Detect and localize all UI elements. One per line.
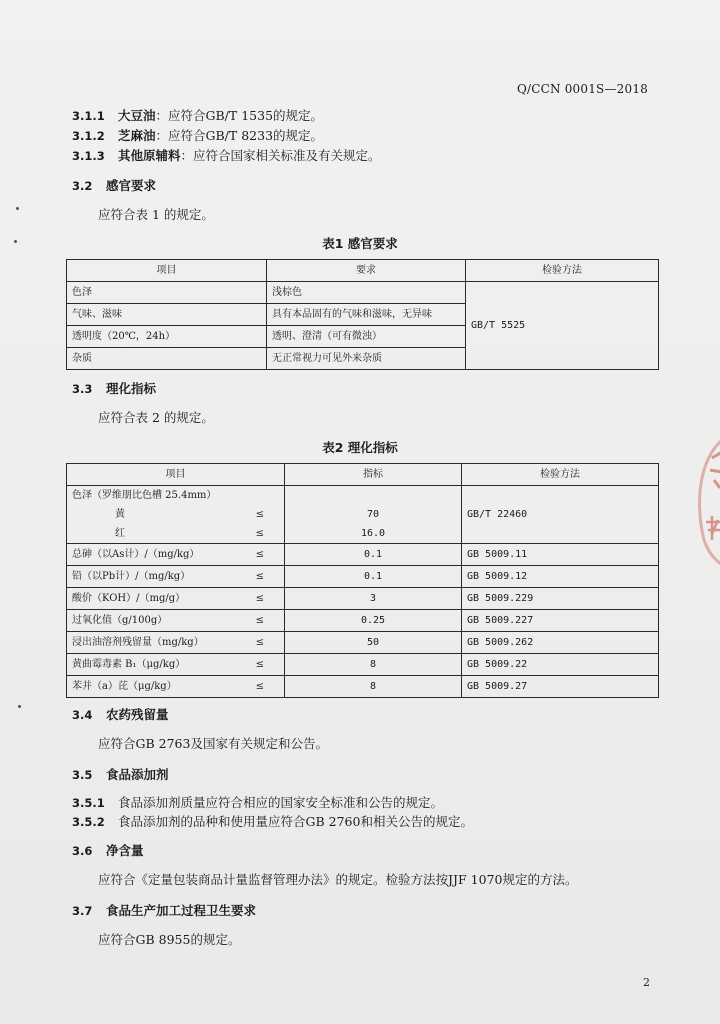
table-row: [67, 544, 659, 566]
section-text: ：应符合GB/T 1535的规定。: [155, 108, 324, 123]
cell-method: GB 5009.229: [462, 588, 659, 610]
section-3-4-text: 应符合GB 2763及国家有关规定和公告。: [98, 736, 328, 751]
value-red: 16.0: [360, 528, 386, 539]
le-sign: ≤: [255, 592, 264, 604]
cell-requirement: 浅棕色: [267, 282, 466, 304]
cell-item: 酸价（KOH）/（mg/g）: [72, 592, 186, 604]
section-3-5-heading: [72, 765, 169, 783]
table1-caption: 表1 感官要求: [322, 236, 398, 251]
cell-method: GB 5009.22: [462, 654, 659, 676]
cell-method: GB 5009.262: [462, 632, 659, 654]
cell-method: GB 5009.227: [462, 610, 659, 632]
section-number: 3.3: [72, 382, 93, 396]
scan-speck: [18, 705, 21, 708]
table2-caption: 表2 理化指标: [322, 440, 398, 455]
cell-item: 过氧化值（g/100g）: [72, 614, 168, 626]
section-text: ：应符合国家相关标准及有关规定。: [180, 148, 381, 163]
cell-requirement: 具有本品固有的气味和滋味，无异味: [267, 304, 466, 326]
section-title: 芝麻油: [118, 128, 156, 143]
cell-index: 8: [285, 654, 462, 676]
table2-physicochemical: [66, 463, 659, 698]
cell-index: 3: [285, 588, 462, 610]
section-3-2-text: 应符合表 1 的规定。: [98, 207, 214, 222]
cell-requirement: 无正常视力可见外来杂质: [267, 348, 466, 370]
le-sign: ≤: [255, 614, 264, 626]
section-3-1-3: [72, 146, 381, 164]
section-number: 3.2: [72, 179, 93, 193]
section-text: 食品添加剂质量应符合相应的国家安全标准和公告的规定。: [118, 795, 444, 810]
cell-item: 铅（以Pb计）/（mg/kg）: [72, 570, 191, 582]
cell-item: 杂质: [67, 348, 267, 370]
header-method: 检验方法: [462, 464, 659, 486]
section-3-5-2: [72, 812, 473, 830]
section-3-5-1: [72, 793, 443, 811]
section-title: 净含量: [106, 843, 144, 858]
cell-method: GB/T 22460: [462, 486, 659, 544]
header-requirement: 要求: [267, 260, 466, 282]
cell-method: GB 5009.12: [462, 566, 659, 588]
section-3-7-heading: [72, 901, 256, 919]
section-title: 感官要求: [106, 178, 157, 193]
scan-speck: [14, 240, 17, 243]
section-number: 3.5.2: [72, 815, 105, 829]
cell-index: 8: [285, 676, 462, 698]
cell-item: 气味、滋味: [67, 304, 267, 326]
scan-speck: [16, 207, 19, 210]
cell-method: GB 5009.27: [462, 676, 659, 698]
section-title: 食品添加剂: [106, 767, 169, 782]
cell-item: 透明度（20℃，24h）: [67, 326, 267, 348]
section-3-6-text: 应符合《定量包装商品计量监督管理办法》的规定。检验方法按JJF 1070规定的方法。: [98, 872, 578, 887]
section-3-2-heading: [72, 176, 156, 194]
table-row: [67, 676, 659, 698]
section-number: 3.7: [72, 904, 93, 918]
cell-method: GB 5009.11: [462, 544, 659, 566]
section-number: 3.6: [72, 844, 93, 858]
table-row: [67, 588, 659, 610]
table-row: [67, 566, 659, 588]
section-title: 农药残留量: [106, 707, 169, 722]
seal-stamp-icon: [690, 430, 720, 570]
section-title: 理化指标: [106, 381, 157, 396]
le-sign: ≤: [255, 636, 264, 648]
page-number: 2: [643, 976, 650, 989]
cell-item: 总砷（以As计）/（mg/kg）: [72, 548, 200, 560]
le-sign: ≤: [255, 658, 264, 670]
doc-code: Q/CCN 0001S—2018: [516, 82, 648, 96]
section-number: 3.1.2: [72, 129, 105, 143]
table-header-row: [67, 464, 659, 486]
section-3-4-heading: [72, 705, 169, 723]
table-header-row: [67, 260, 659, 282]
le-sign: ≤: [255, 680, 264, 692]
cell-index: [285, 486, 462, 544]
section-number: 3.1.1: [72, 109, 105, 123]
section-number: 3.4: [72, 708, 93, 722]
section-title: 食品生产加工过程卫生要求: [106, 903, 257, 918]
cell-index: 0.25: [285, 610, 462, 632]
section-3-1-1: [72, 106, 323, 124]
cell-item: 浸出油溶剂残留量（mg/kg）: [72, 636, 204, 648]
cell-method: GB/T 5525: [466, 282, 659, 370]
section-title: 其他原辅料: [118, 148, 181, 163]
cell-index: 0.1: [285, 544, 462, 566]
cell-item: 黄曲霉毒素 B₁（μg/kg）: [72, 658, 186, 670]
table-row: [67, 632, 659, 654]
table-row: [67, 610, 659, 632]
section-title: 大豆油: [118, 108, 156, 123]
header-item: 项目: [67, 260, 267, 282]
section-number: 3.5: [72, 768, 93, 782]
section-number: 3.1.3: [72, 149, 105, 163]
cell-item: 色泽: [67, 282, 267, 304]
section-text: 食品添加剂的品种和使用量应符合GB 2760和相关公告的规定。: [118, 814, 473, 829]
color-sub-yellow: 黄 ≤: [115, 509, 264, 520]
section-number: 3.5.1: [72, 796, 105, 810]
seal-stamp: [690, 430, 720, 570]
cell-item: [67, 486, 285, 544]
color-sub-red: 红 ≤: [115, 528, 264, 539]
section-3-7-text: 应符合GB 8955的规定。: [98, 932, 241, 947]
cell-requirement: 透明、澄清（可有微浊）: [267, 326, 466, 348]
cell-index: 50: [285, 632, 462, 654]
cell-index: 0.1: [285, 566, 462, 588]
section-3-3-heading: [72, 379, 156, 397]
section-3-3-text: 应符合表 2 的规定。: [98, 410, 214, 425]
cell-item: 苯并（a）芘（μg/kg）: [72, 680, 177, 692]
section-text: ：应符合GB/T 8233的规定。: [155, 128, 324, 143]
table-row: [67, 282, 659, 304]
table-row-color: [67, 486, 659, 544]
header-index: 指标: [285, 464, 462, 486]
table1-sensory: [66, 259, 659, 370]
le-sign: ≤: [255, 570, 264, 582]
le-sign: ≤: [255, 548, 264, 560]
table-row: [67, 654, 659, 676]
value-yellow: 70: [366, 509, 380, 520]
color-item-label: 色泽（罗维朋比色槽 25.4mm）: [72, 490, 217, 501]
section-3-1-2: [72, 126, 323, 144]
header-method: 检验方法: [466, 260, 659, 282]
section-3-6-heading: [72, 841, 144, 859]
header-item: 项目: [67, 464, 285, 486]
